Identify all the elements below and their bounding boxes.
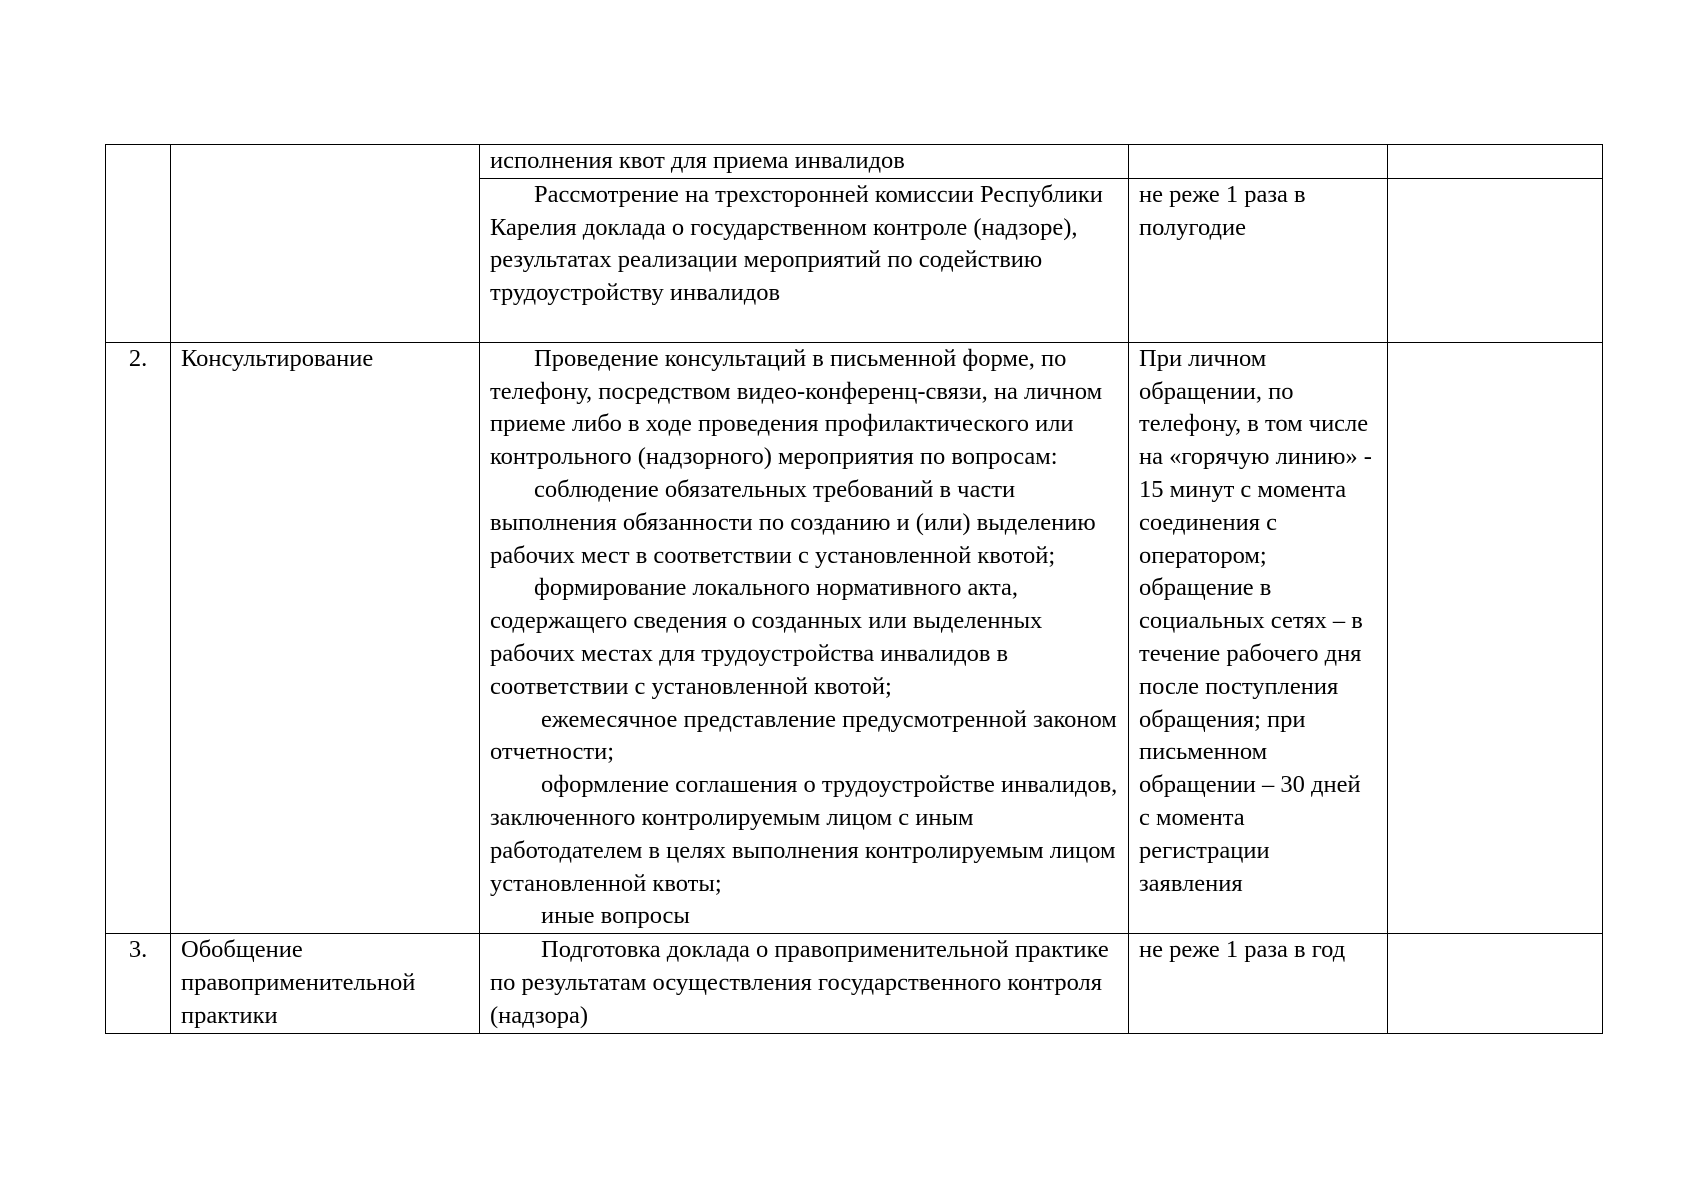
table-row bbox=[106, 145, 1603, 179]
timing-text: не реже 1 раза в год bbox=[1139, 936, 1346, 964]
measure-description-cell bbox=[480, 934, 1129, 1033]
description-paragraph: Подготовка доклада о правоприменительной практике по результатам осуществления государственного контроля (надзора) bbox=[490, 936, 1109, 1029]
row-number-cell bbox=[106, 934, 171, 1033]
description-paragraph: формирование локального нормативного акта, содержащего сведения о созданных или выделенных рабочих местах для трудоустройства инвалидов в соответствии с установленной квотой; bbox=[490, 574, 1043, 700]
measure-name-cell bbox=[171, 342, 480, 933]
row-number-cell bbox=[106, 145, 171, 343]
description-paragraph: соблюдение обязательных требований в части выполнения обязанности по созданию и (или) выделению рабочих мест в соответствии с установленной квотой; bbox=[490, 475, 1096, 569]
extra-cell bbox=[1388, 934, 1603, 1033]
measure-description-cell bbox=[480, 145, 1129, 179]
measures-table bbox=[105, 144, 1603, 1034]
row-number: 2. bbox=[128, 344, 148, 372]
measure-name-cell bbox=[171, 145, 480, 343]
description-paragraph: Проведение консультаций в письменной форме, по телефону, посредством видео-конференц-связи, на личном приеме либо в ходе проведения профилактического или контрольного (надзорного) мероприятия по вопросам: bbox=[490, 344, 1103, 471]
description-paragraph: иные вопросы bbox=[541, 902, 690, 930]
timing-cell bbox=[1129, 178, 1388, 342]
description-paragraph: Рассмотрение на трехсторонней комиссии Республики Карелия доклада о государственном контроле (надзоре), результатах реализации мероприятий по содействию трудоустройству инвалидов bbox=[490, 180, 1103, 307]
measure-name: Обобщение правоприменительной практики bbox=[181, 936, 416, 1029]
extra-cell bbox=[1388, 145, 1603, 179]
measure-description-cell bbox=[480, 342, 1129, 933]
description-paragraph: оформление соглашения о трудоустройстве инвалидов, заключенного контролируемым лицом с иным работодателем в целях выполнения контролируемым лицом установленной квоты; bbox=[490, 771, 1118, 897]
measure-name: Консультирование bbox=[181, 344, 374, 372]
timing-text: не реже 1 раза в полугодие bbox=[1139, 180, 1306, 241]
timing-cell bbox=[1129, 342, 1388, 933]
table-row bbox=[106, 934, 1603, 1033]
measure-name-cell bbox=[171, 934, 480, 1033]
description-paragraph: исполнения квот для приема инвалидов bbox=[490, 147, 905, 174]
timing-text: При личном обращении, по телефону, в том числе на «горячую линию» - 15 минут с момента соединения с оператором; обращение в социальных сетях – в течение рабочего дня после поступления обращения; при письменном обращении – 30 дней с момента регистрации заявления bbox=[1139, 344, 1372, 897]
extra-cell bbox=[1388, 342, 1603, 933]
row-number-cell bbox=[106, 342, 171, 933]
timing-cell bbox=[1129, 934, 1388, 1033]
timing-cell bbox=[1129, 145, 1388, 179]
extra-cell bbox=[1388, 178, 1603, 342]
row-number: 3. bbox=[128, 936, 148, 964]
measure-description-cell bbox=[480, 178, 1129, 342]
description-paragraph: ежемесячное представление предусмотренной законом отчетности; bbox=[490, 705, 1117, 766]
table-row bbox=[106, 342, 1603, 933]
